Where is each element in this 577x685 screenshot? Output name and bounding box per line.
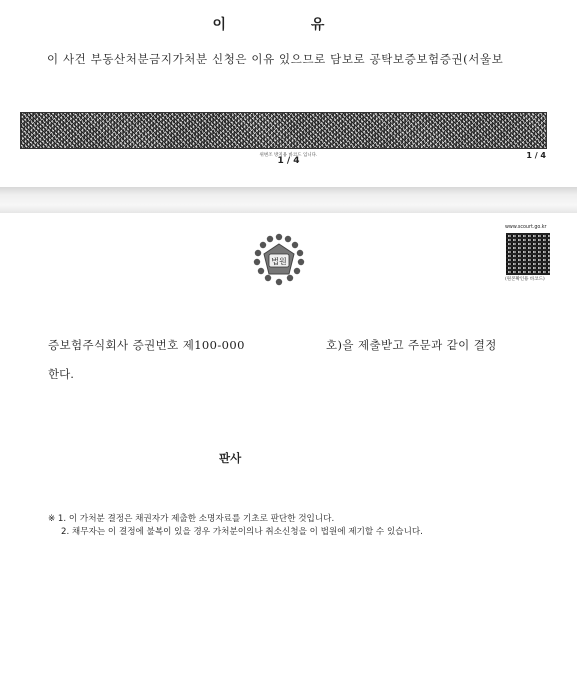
document-page-2 bbox=[0, 213, 577, 685]
qr-caption: (원본확인용 바코드) bbox=[505, 277, 545, 282]
page-number-center: 1 / 4 bbox=[277, 156, 300, 166]
seal-label: 법원 bbox=[271, 257, 287, 266]
page-number-right: 1 / 4 bbox=[526, 151, 546, 160]
body-line-continued-right: 호)을 제출받고 주문과 같이 결정 bbox=[326, 338, 497, 352]
page-separator bbox=[0, 187, 577, 213]
notice-item: 2. 채무자는 이 결정에 불복이 있을 경우 가처분이의나 취소신청을 이 법원에 제기할 수 있습니다. bbox=[61, 527, 423, 537]
qr-url: www.scourt.go.kr bbox=[505, 225, 547, 230]
section-title: 이 유 bbox=[212, 17, 365, 33]
judge-signature-label: 판사 bbox=[219, 451, 242, 465]
notice-item: ※ 1. 이 가처분 결정은 채권자가 제출한 소명자료를 기초로 판단한 것입니다. bbox=[48, 514, 335, 524]
document-page-1 bbox=[0, 0, 577, 190]
court-seal-icon bbox=[250, 232, 308, 288]
verification-qr-code bbox=[506, 233, 550, 275]
body-line-continued-left: 증보험주식회사 증권번호 제100-000 bbox=[48, 338, 245, 352]
barcode-note: 위변조 방지용 바코드 입니다. bbox=[259, 153, 318, 158]
reason-text-line: 이 사건 부동산처분금지가처분 신청은 이유 있으므로 담보로 공탁보증보험증권(서울보 bbox=[47, 52, 504, 66]
body-line-end: 한다. bbox=[48, 367, 74, 381]
notice-list bbox=[48, 513, 423, 539]
anti-forgery-barcode bbox=[20, 112, 547, 149]
